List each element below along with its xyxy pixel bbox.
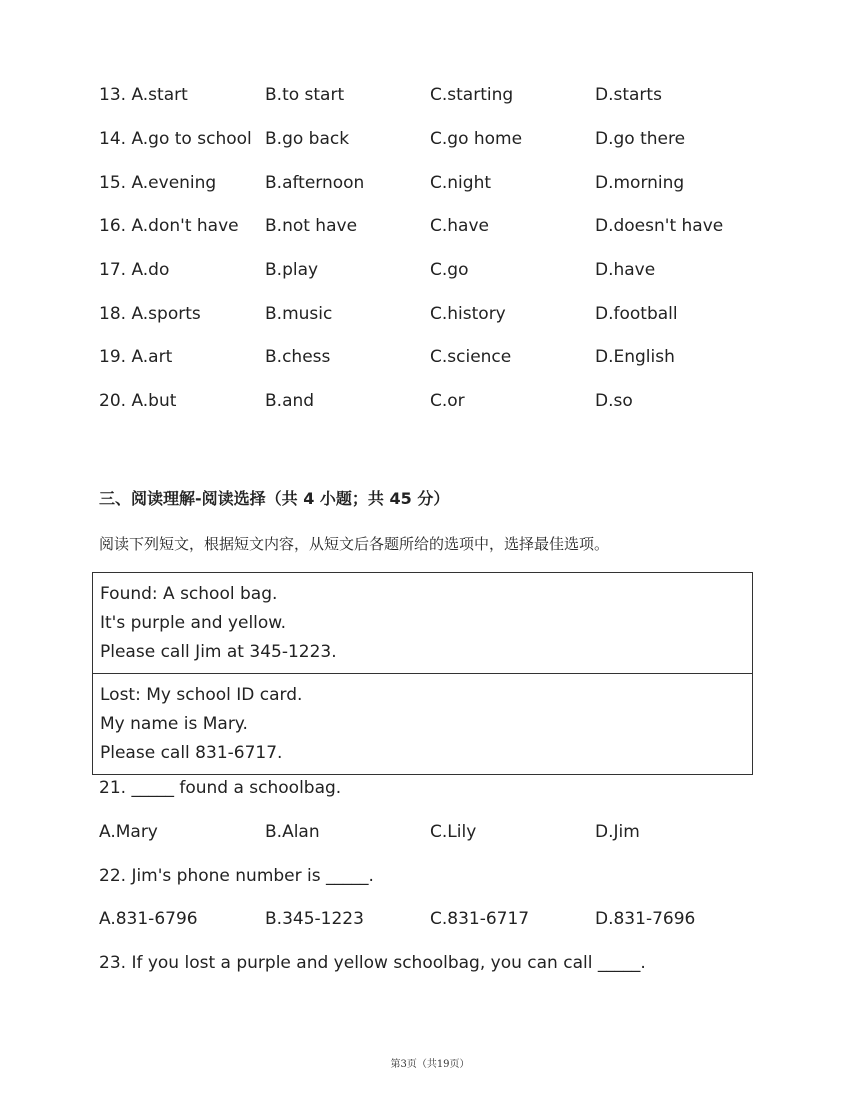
option-c: C.night: [430, 173, 492, 193]
option-d: D.English: [595, 347, 675, 367]
notice-line: It's purple and yellow.: [100, 613, 287, 633]
question-23-stem: 23. If you lost a purple and yellow schoolbag, you can call _____.: [99, 953, 646, 973]
options-row-14: [99, 127, 779, 151]
option-c: C.go home: [430, 129, 523, 149]
options-row-13: [99, 83, 779, 107]
option-b: B.345-1223: [265, 909, 364, 929]
notice-line: Please call 831-6717.: [100, 743, 283, 763]
question-21-options: [99, 820, 779, 844]
option-a: 13. A.start: [99, 85, 188, 105]
option-a: 18. A.sports: [99, 304, 201, 324]
options-row-15: [99, 171, 779, 195]
option-b: B.chess: [265, 347, 331, 367]
option-c: C.Lily: [430, 822, 477, 842]
option-b: B.not have: [265, 216, 358, 236]
found-notice: [93, 573, 752, 673]
option-a: 15. A.evening: [99, 173, 217, 193]
options-row-19: [99, 345, 779, 369]
option-d: D.doesn't have: [595, 216, 724, 236]
option-d: D.Jim: [595, 822, 640, 842]
option-d: D.football: [595, 304, 678, 324]
option-c: C.history: [430, 304, 506, 324]
option-a: 14. A.go to school: [99, 129, 252, 149]
option-d: D.go there: [595, 129, 686, 149]
lost-notice: [93, 673, 752, 774]
option-c: C.go: [430, 260, 469, 280]
section-instruction: 阅读下列短文，根据短文内容，从短文后各题所给的选项中，选择最佳选项。: [99, 535, 610, 553]
option-d: D.have: [595, 260, 656, 280]
notice-line: Please call Jim at 345-1223.: [100, 642, 337, 662]
option-b: B.play: [265, 260, 319, 280]
option-b: B.to start: [265, 85, 345, 105]
options-row-17: [99, 258, 779, 282]
option-c: C.starting: [430, 85, 514, 105]
option-a: 19. A.art: [99, 347, 173, 367]
notice-line: My name is Mary.: [100, 714, 248, 734]
question-21-stem: 21. _____ found a schoolbag.: [99, 778, 342, 798]
option-b: B.go back: [265, 129, 350, 149]
option-d: D.morning: [595, 173, 685, 193]
notice-line: Found: A school bag.: [100, 584, 278, 604]
option-b: B.music: [265, 304, 333, 324]
notice-line: Lost: My school ID card.: [100, 685, 303, 705]
option-a: 17. A.do: [99, 260, 170, 280]
option-d: D.831-7696: [595, 909, 696, 929]
option-c: C.or: [430, 391, 465, 411]
option-d: D.starts: [595, 85, 662, 105]
question-22-stem: 22. Jim's phone number is _____.: [99, 866, 374, 886]
options-row-20: [99, 389, 779, 413]
option-c: C.have: [430, 216, 489, 236]
option-c: C.science: [430, 347, 512, 367]
options-row-16: [99, 214, 779, 238]
option-a: 16. A.don't have: [99, 216, 239, 236]
option-d: D.so: [595, 391, 633, 411]
option-b: B.and: [265, 391, 315, 411]
option-b: B.Alan: [265, 822, 320, 842]
option-b: B.afternoon: [265, 173, 365, 193]
option-a: A.Mary: [99, 822, 158, 842]
option-c: C.831-6717: [430, 909, 530, 929]
options-row-18: [99, 302, 779, 326]
question-22-options: [99, 907, 779, 931]
option-a: 20. A.but: [99, 391, 177, 411]
page-number: 第3页（共19页）: [390, 1059, 470, 1070]
option-a: A.831-6796: [99, 909, 198, 929]
notice-table: [92, 572, 753, 775]
section-heading: 三、阅读理解-阅读选择（共 4 小题；共 45 分）: [99, 489, 450, 508]
